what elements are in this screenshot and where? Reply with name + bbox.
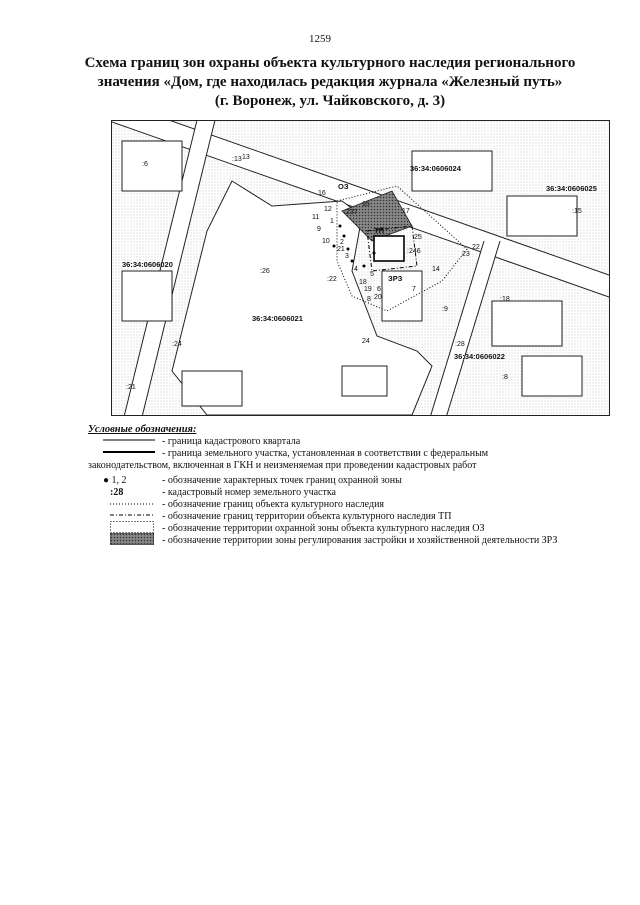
- svg-text:24: 24: [362, 338, 370, 345]
- svg-text:16: 16: [318, 190, 326, 197]
- quarter-label: 36:34:0606025: [546, 184, 597, 193]
- svg-text:23: 23: [462, 251, 470, 258]
- quarter-label: 36:34:0606022: [454, 352, 505, 361]
- svg-text:18: 18: [359, 279, 367, 286]
- legend-symbol-quarter-boundary: [103, 436, 155, 444]
- cadastral-map: [111, 120, 610, 416]
- svg-text:19: 19: [364, 286, 372, 293]
- quarter-label: 36:34:0606021: [252, 314, 303, 323]
- parcel-label: :18: [500, 296, 510, 303]
- legend-symbol-parcel-number: :28: [110, 487, 124, 498]
- legend-text-quarter-boundary: - граница кадастрового квартала: [162, 436, 301, 447]
- legend-symbol-zrz: [110, 533, 154, 545]
- parcel-label: :246: [407, 248, 421, 255]
- legend-symbol-heritage-object: [110, 500, 154, 508]
- parcel-label: :13: [232, 156, 242, 163]
- svg-text:21: 21: [337, 246, 345, 253]
- legend-symbol-parcel-boundary: [103, 448, 155, 456]
- svg-text:15: 15: [362, 201, 370, 208]
- parcel-label: :24: [172, 341, 182, 348]
- svg-text:5: 5: [370, 271, 374, 278]
- parcel-label: :9: [442, 306, 448, 313]
- document-title: [80, 54, 580, 111]
- svg-text:17: 17: [402, 208, 410, 215]
- parcel-label: :8: [502, 374, 508, 381]
- svg-text:4: 4: [354, 266, 358, 273]
- svg-text:1: 1: [330, 218, 334, 225]
- svg-text:11: 11: [312, 214, 320, 221]
- svg-text:10: 10: [322, 238, 330, 245]
- legend-symbol-oz: [110, 521, 154, 533]
- page-number: 1259: [309, 33, 331, 45]
- quarter-label: 36:34:0606024: [410, 164, 461, 173]
- legend-text-tp: - обозначение границ территории объекта культурного наследия ТП: [162, 511, 452, 522]
- heritage-object: [374, 236, 404, 261]
- quarter-label: 36:34:0606020: [122, 260, 173, 269]
- svg-text:20: 20: [374, 294, 382, 301]
- svg-text:22: 22: [472, 244, 480, 251]
- title-line-3: (г. Воронеж, ул. Чайковского, д. 3): [214, 93, 446, 109]
- svg-text:7: 7: [412, 286, 416, 293]
- legend-text-zrz: - обозначение территории зоны регулирования застройки и хозяйственной деятельности ЗРЗ: [162, 535, 558, 546]
- svg-text:8: 8: [367, 296, 371, 303]
- zone-label-zrz: ЗРЗ: [388, 274, 403, 283]
- parcel-label: :26: [260, 268, 270, 275]
- svg-text:9: 9: [317, 226, 321, 233]
- legend-text-points: - обозначение характерных точек границ охранной зоны: [162, 475, 402, 486]
- svg-text:2: 2: [340, 239, 344, 246]
- parcel-label: :6: [142, 161, 148, 168]
- legend-point-label: 1, 2: [111, 475, 127, 486]
- map-drawing: [112, 121, 609, 415]
- title-line-2: значения «Дом, где находилась редакция журнала «Железный путь»: [97, 74, 563, 90]
- parcel-label: :15: [572, 208, 582, 215]
- legend-text-parcel-boundary-cont: законодательством, включенная в ГКН и неизменяемая при проведении кадастровых работ: [88, 460, 477, 471]
- parcel-label: :25: [412, 234, 422, 241]
- svg-text:13: 13: [242, 154, 250, 161]
- legend-symbol-points: [103, 475, 127, 487]
- legend-title: Условные обозначения:: [88, 424, 197, 435]
- legend-text-heritage-object: - обозначение границ объекта культурного наследия: [162, 499, 385, 510]
- title-line-1: Схема границ зон охраны объекта культурного наследия регионального: [84, 55, 576, 71]
- svg-text:14: 14: [432, 266, 440, 273]
- zone-label-tp: ТП: [374, 226, 384, 235]
- legend-text-parcel-number: - кадастровый номер земельного участка: [162, 487, 336, 498]
- zone-label-oz: ОЗ: [338, 182, 349, 191]
- legend-text-oz: - обозначение территории охранной зоны объекта культурного наследия ОЗ: [162, 523, 485, 534]
- svg-text:12: 12: [324, 206, 332, 213]
- parcel-label: :21: [126, 384, 136, 391]
- point-dot-icon: ●: [103, 475, 110, 486]
- parcel-label: :28: [455, 341, 465, 348]
- svg-text:6: 6: [377, 286, 381, 293]
- parcel-label: :237: [344, 209, 358, 216]
- legend-symbol-tp: [110, 511, 154, 519]
- svg-text:3: 3: [345, 253, 349, 260]
- parcel-label: :22: [327, 276, 337, 283]
- legend-text-parcel-boundary: - граница земельного участка, установленная в соответствии с федеральным: [162, 448, 489, 459]
